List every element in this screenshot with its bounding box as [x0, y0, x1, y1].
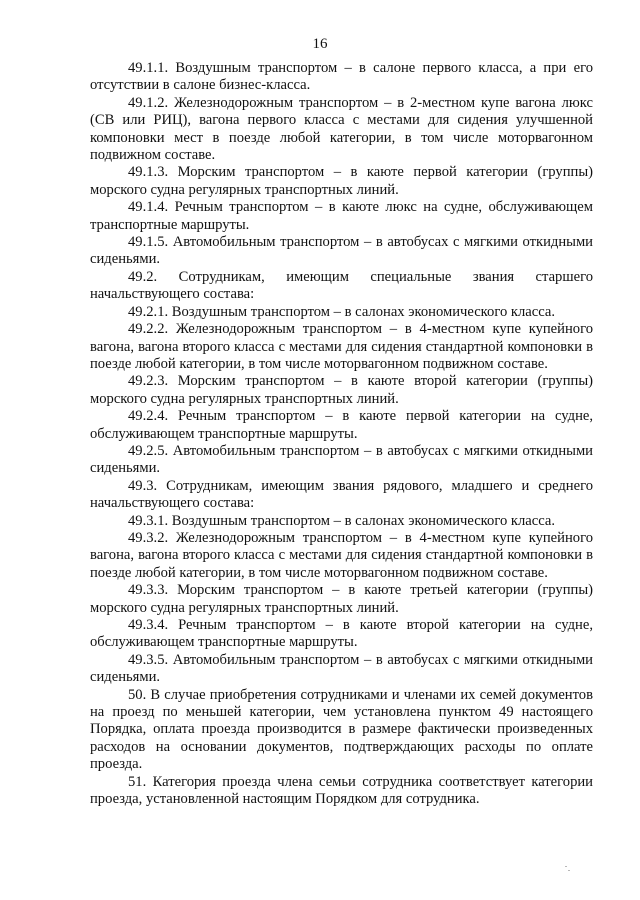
paragraph-49-2-4: 49.2.4. Речным транспортом – в каюте первой категории на судне, обслуживающем транспортные маршруты. [90, 408, 593, 442]
paragraph-49-2-3: 49.2.3. Морским транспортом – в каюте второй категории (группы) морского судна регулярных транспортных линий. [90, 373, 593, 407]
paragraph-49-2-1: 49.2.1. Воздушным транспортом – в салонах экономического класса. [128, 303, 556, 320]
paragraph-49-1-3: 49.1.3. Морским транспортом – в каюте первой категории (группы) морского судна регулярных транспортных линий. [90, 164, 593, 198]
scan-speck [565, 866, 567, 867]
paragraph-51: 51. Категория проезда члена семьи сотрудника соответствует категории проезда, установленной настоящим Порядком для сотрудника. [90, 773, 593, 808]
paragraph-50: 50. В случае приобретения сотрудниками и членами их семей документов на проезд по меньшей категории, чем установлена пунктом 49 настоящего Порядка, оплата проезда производится в размере фактически произведенных расходов на основании документов, подтверждающих расходы по оплате проезда. [90, 686, 593, 773]
page-number: 16 [312, 36, 328, 52]
paragraph-49-3-3: 49.3.3. Морским транспортом – в каюте третьей категории (группы) морского судна регулярных транспортных линий. [90, 582, 593, 616]
paragraph-49-3-4: 49.3.4. Речным транспортом – в каюте второй категории на судне, обслуживающем транспортные маршруты. [90, 617, 593, 651]
paragraph-49-1-4: 49.1.4. Речным транспортом – в каюте люкс на судне, обслуживающем транспортные маршруты. [90, 199, 593, 233]
paragraph-49-1-5: 49.1.5. Автомобильным транспортом – в автобусах с мягкими откидными сиденьями. [90, 234, 593, 268]
paragraph-49-3-5: 49.3.5. Автомобильным транспортом – в автобусах с мягкими откидными сиденьями. [90, 651, 593, 686]
paragraph-49-2: 49.2. Сотрудникам, имеющим специальные звания старшего начальствующего состава: [90, 268, 593, 303]
paragraph-49-1-1: 49.1.1. Воздушным транспортом – в салоне первого класса, а при его отсутствии в салоне бизнес-класса. [90, 60, 593, 94]
paragraph-49-3-1: 49.3.1. Воздушным транспортом – в салонах экономического класса. [128, 512, 556, 529]
paragraph-49-1-2: 49.1.2. Железнодорожным транспортом – в 2-местном купе вагона люкс (СВ или РИЦ), вагона первого класса с местами для сидения улучшенной компоновки мест в поезде любой категории, в том числе моторвагонном подвижном составе. [90, 94, 593, 164]
paragraph-49-2-5: 49.2.5. Автомобильным транспортом – в автобусах с мягкими откидными сиденьями. [90, 442, 593, 477]
document-body [90, 60, 593, 808]
paragraph-49-3: 49.3. Сотрудникам, имеющим звания рядового, младшего и среднего начальствующего состава: [90, 477, 593, 512]
paragraph-49-3-2: 49.3.2. Железнодорожным транспортом – в 4-местном купе купейного вагона, вагона второго класса с местами для сидения стандартной компоновки в поезде любой категории, в том числе моторвагонном подвижном составе. [90, 529, 593, 581]
paragraph-49-2-2: 49.2.2. Железнодорожным транспортом – в 4-местном купе купейного вагона, вагона второго класса с местами для сидения стандартной компоновки в поезде любой категории, в том числе моторвагонном подвижном составе. [90, 321, 593, 372]
scan-speck [568, 870, 570, 871]
